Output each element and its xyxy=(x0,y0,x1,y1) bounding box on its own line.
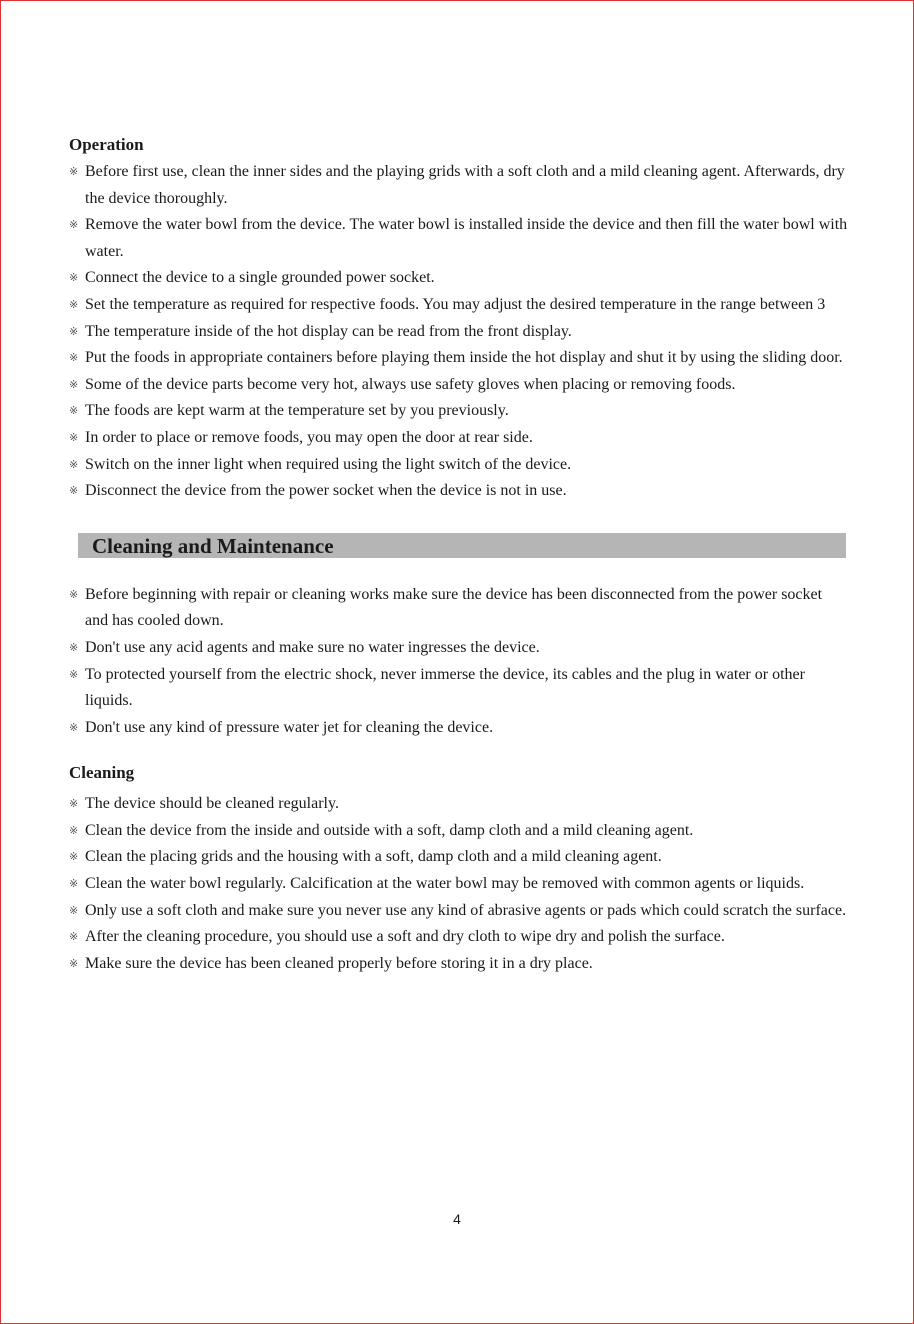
operation-list xyxy=(69,159,849,505)
reference-mark-icon: ※ xyxy=(69,457,79,471)
reference-mark-icon: ※ xyxy=(69,430,79,444)
reference-mark-icon: ※ xyxy=(69,903,79,917)
list-item-text: Don't use any kind of pressure water jet for cleaning the device. xyxy=(85,718,494,736)
reference-mark-icon: ※ xyxy=(69,640,79,654)
list-item xyxy=(69,372,849,399)
section-gap xyxy=(69,741,849,761)
list-item-text: Put the foods in appropriate containers before playing them inside the hot display and shut it by using the sliding door. xyxy=(85,349,843,367)
list-item xyxy=(69,951,849,978)
page-content xyxy=(69,133,849,977)
list-item xyxy=(69,582,849,635)
cleaning-list xyxy=(69,791,849,977)
list-item xyxy=(69,818,849,845)
list-item-text: Before first use, clean the inner sides and the playing grids with a soft cloth and a mild cleaning agent. Afterwards, dry the device thoroughly. xyxy=(85,163,845,207)
reference-mark-icon: ※ xyxy=(69,850,79,864)
reference-mark-icon: ※ xyxy=(69,165,79,178)
reference-mark-icon: ※ xyxy=(69,823,79,837)
reference-mark-icon: ※ xyxy=(69,377,79,391)
operation-heading: Operation xyxy=(69,135,144,154)
list-item-text: To protected yourself from the electric shock, never immerse the device, its cables and the plug in water or other liquids. xyxy=(85,665,805,710)
reference-mark-icon: ※ xyxy=(69,797,79,811)
list-item xyxy=(69,898,849,925)
reference-mark-icon: ※ xyxy=(69,877,79,891)
reference-mark-icon: ※ xyxy=(69,484,79,498)
list-item xyxy=(69,791,849,818)
list-item-text: The foods are kept warm at the temperature set by you previously. xyxy=(85,402,509,420)
list-item-text: Clean the device from the inside and outside with a soft, damp cloth and a mild cleaning agent. xyxy=(85,821,694,839)
reference-mark-icon: ※ xyxy=(69,404,79,418)
reference-mark-icon: ※ xyxy=(69,930,79,944)
cleaning-heading: Cleaning xyxy=(69,763,135,783)
reference-mark-icon: ※ xyxy=(69,720,79,734)
reference-mark-icon: ※ xyxy=(69,297,79,311)
page-number: 4 xyxy=(453,1211,461,1227)
list-item xyxy=(69,265,849,292)
list-item xyxy=(69,212,849,265)
reference-mark-icon: ※ xyxy=(69,218,79,232)
list-item-text: Set the temperature as required for respective foods. You may adjust the desired temperature in the range between 3 xyxy=(85,295,826,313)
list-item xyxy=(69,425,849,452)
list-item xyxy=(69,452,849,479)
list-item xyxy=(69,478,849,505)
list-item xyxy=(69,871,849,898)
reference-mark-icon: ※ xyxy=(69,324,79,338)
list-item-text: Switch on the inner light when required using the light switch of the device. xyxy=(85,455,572,473)
list-item xyxy=(69,924,849,951)
list-item xyxy=(69,345,849,372)
reference-mark-icon: ※ xyxy=(69,956,79,970)
list-item-text: Connect the device to a single grounded power socket. xyxy=(85,269,435,287)
list-item xyxy=(69,292,849,319)
list-item-text: Clean the water bowl regularly. Calcification at the water bowl may be removed with common agents or liquids. xyxy=(85,875,805,893)
list-item xyxy=(69,662,849,715)
list-item-text: The temperature inside of the hot display can be read from the front display. xyxy=(85,322,572,340)
list-item xyxy=(69,159,849,212)
cleaning-maintenance-banner: Cleaning and Maintenance xyxy=(78,533,846,558)
reference-mark-icon: ※ xyxy=(69,271,79,285)
list-item-text: In order to place or remove foods, you may open the door at rear side. xyxy=(85,428,533,446)
list-item-text: Remove the water bowl from the device. The water bowl is installed inside the device and then fill the water bowl with water. xyxy=(85,216,848,260)
list-item-text: Before beginning with repair or cleaning works make sure the device has been disconnected from the power socket and has cooled down. xyxy=(85,585,823,630)
list-item-text: Make sure the device has been cleaned properly before storing it in a dry place. xyxy=(85,954,593,972)
list-item-text: Some of the device parts become very hot, always use safety gloves when placing or removing foods. xyxy=(85,375,736,393)
reference-mark-icon: ※ xyxy=(69,667,79,681)
reference-mark-icon: ※ xyxy=(69,587,79,601)
list-item xyxy=(69,844,849,871)
list-item xyxy=(69,319,849,346)
list-item-text: Clean the placing grids and the housing with a soft, damp cloth and a mild cleaning agent. xyxy=(85,848,662,866)
list-item xyxy=(69,715,849,742)
list-item xyxy=(69,398,849,425)
list-item-text: The device should be cleaned regularly. xyxy=(85,795,339,813)
list-item-text: Only use a soft cloth and make sure you never use any kind of abrasive agents or pads which could scratch the surface. xyxy=(85,901,847,919)
list-item xyxy=(69,635,849,662)
maintenance-list xyxy=(69,582,849,742)
reference-mark-icon: ※ xyxy=(69,351,79,365)
list-item-text: Don't use any acid agents and make sure no water ingresses the device. xyxy=(85,638,540,656)
list-item-text: Disconnect the device from the power socket when the device is not in use. xyxy=(85,482,567,500)
list-item-text: After the cleaning procedure, you should use a soft and dry cloth to wipe dry and polish the surface. xyxy=(85,928,725,946)
